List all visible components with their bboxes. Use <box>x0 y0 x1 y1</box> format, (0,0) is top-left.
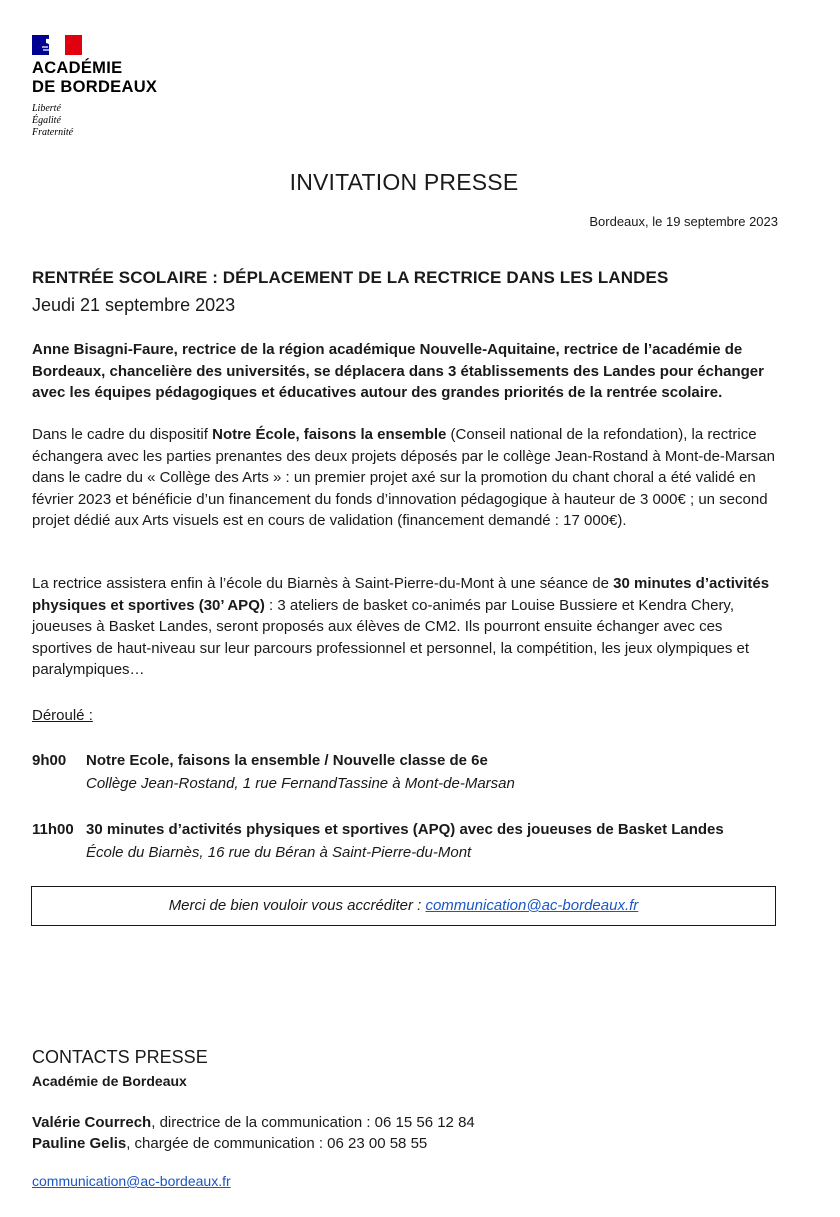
republic-motto <box>32 103 212 139</box>
contact-person <box>32 1114 475 1131</box>
headline: RENTRÉE SCOLAIRE : DÉPLACEMENT DE LA RECTRICE DANS LES LANDES <box>32 268 669 287</box>
contact-person <box>32 1135 427 1152</box>
contacts-email <box>32 1173 231 1189</box>
motto-egalite: Égalité <box>32 115 61 126</box>
contact-role: , directrice de la communication : 06 15 56 12 84 <box>151 1114 475 1131</box>
contacts-email-link[interactable]: communication@ac-bordeaux.fr <box>32 1173 231 1189</box>
schedule-location: Collège Jean-Rostand, 1 rue FernandTassine à Mont-de-Marsan <box>86 775 515 792</box>
schedule-title: Notre Ecole, faisons la ensemble / Nouvelle classe de 6e <box>86 752 488 769</box>
paragraph-biarnes <box>32 573 780 681</box>
document-title: INVITATION PRESSE <box>289 169 519 195</box>
contact-name: Pauline Gelis <box>32 1135 127 1152</box>
schedule-heading <box>32 707 93 724</box>
contact-name: Valérie Courrech <box>32 1114 152 1131</box>
logo-name-line2: DE BORDEAUX <box>32 78 158 96</box>
lead-paragraph: Anne Bisagni-Faure, rectrice de la région académique Nouvelle-Aquitaine, rectrice de l’académie de Bordeaux, chancelière des universités, se déplacera dans 3 établissements des Landes pour échanger avec les équipes pédagogiques et éducatives autour des grandes priorités de la rentrée scolaire. <box>32 341 764 402</box>
schedule-label-suffix: : <box>84 707 93 724</box>
schedule-time: 11h00 <box>32 821 74 838</box>
event-date: Jeudi 21 septembre 2023 <box>32 295 236 315</box>
p1-text-before: Dans le cadre du dispositif <box>32 426 213 443</box>
schedule-label: Déroulé <box>32 707 85 724</box>
contacts-title: CONTACTS PRESSE <box>32 1047 208 1067</box>
accreditation-box <box>31 886 776 926</box>
schedule-time: 9h00 <box>32 752 67 769</box>
contacts-organization: Académie de Bordeaux <box>32 1073 187 1089</box>
contact-role: , chargée de communication : 06 23 00 58 55 <box>126 1135 428 1152</box>
motto-fraternite: Fraternité <box>32 127 74 138</box>
schedule-title: 30 minutes d’activités physiques et sportives (APQ) avec des joueuses de Basket Landes <box>86 821 724 838</box>
motto-liberte: Liberté <box>32 103 61 114</box>
marianne-flag-icon <box>32 35 82 55</box>
accreditation-email-link[interactable]: communication@ac-bordeaux.fr <box>425 897 639 914</box>
accreditation-text: Merci de bien vouloir vous accréditer : <box>168 897 426 914</box>
p1-text-after: (Conseil national de la refondation), la rectrice échangera avec les parties prenantes des deux projets déposés par le collège Jean-Rostand à Mont-de-Marsan dans le cadre du « Collège des Arts » : un premier projet axé sur la promotion du chant choral a été validé en février 2023 et bénéficie d’un financement du fonds d’innovation pédagogique à hauteur de 3 000€ ; un second projet dédié aux Arts visuels est en cours de validation (financement demandé : 17 000€). <box>32 426 775 530</box>
p2-text-after: : 3 ateliers de basket co-animés par Louise Bussiere et Kendra Chery, joueuses à Basket Landes, seront proposés aux élèves de CM2. Ils pourront ensuite échanger avec ces sportives de haut-niveau sur leur parcours professionnel et personnel, la compétition, les jeux olympiques et paralympiques… <box>32 596 750 679</box>
date-line: Bordeaux, le 19 septembre 2023 <box>589 214 778 229</box>
logo-name-line1: ACADÉMIE <box>32 59 123 77</box>
p1-bold: Notre École, faisons la ensemble <box>212 426 447 443</box>
paragraph-notre-ecole <box>32 424 780 532</box>
p2-bold: 30 minutes d’activités physiques et sportives (30’ APQ) <box>32 575 770 614</box>
schedule-location: École du Biarnès, 16 rue du Béran à Saint-Pierre-du-Mont <box>86 844 472 861</box>
schedule-item <box>32 750 792 796</box>
p2-text-before: La rectrice assistera enfin à l’école du Biarnès à Saint-Pierre-du-Mont à une séance de <box>32 575 614 592</box>
schedule-item <box>32 819 792 865</box>
academie-logo <box>32 35 212 139</box>
